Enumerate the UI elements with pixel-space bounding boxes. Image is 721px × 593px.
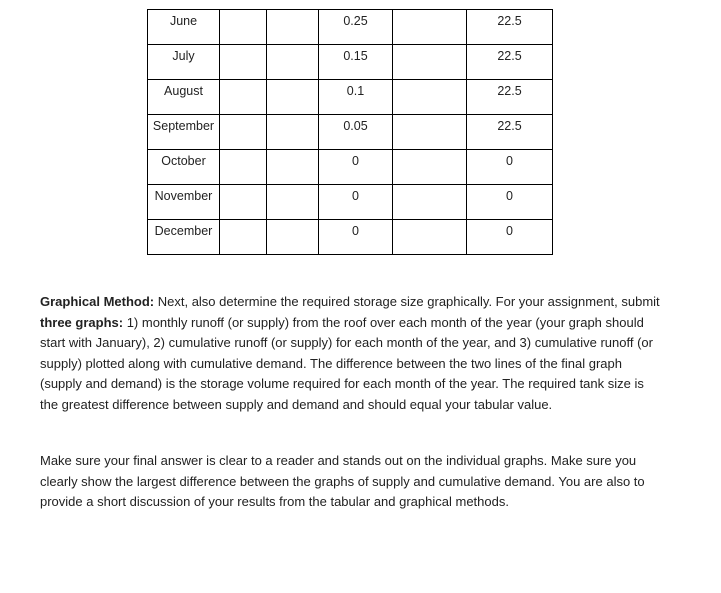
- empty-cell: [393, 45, 467, 80]
- table-row: [148, 115, 553, 150]
- value-cell-text: 22.5: [497, 119, 522, 133]
- month-cell-text: October: [161, 154, 206, 168]
- value-cell: [467, 45, 553, 80]
- value-cell: [467, 80, 553, 115]
- month-cell-text: September: [152, 119, 215, 133]
- empty-cell: [267, 45, 319, 80]
- value-cell: [467, 185, 553, 220]
- empty-cell: [220, 185, 267, 220]
- runoff-cell-text: 0.15: [343, 49, 368, 63]
- table-row: [148, 185, 553, 220]
- runoff-cell-text: 0.05: [343, 119, 368, 133]
- month-cell-text: November: [154, 189, 213, 203]
- runoff-cell: [319, 185, 393, 220]
- runoff-cell: [319, 80, 393, 115]
- empty-cell: [220, 115, 267, 150]
- month-cell-text: July: [172, 49, 195, 63]
- graphical-method-heading: Graphical Method:: [40, 294, 155, 309]
- empty-cell: [220, 150, 267, 185]
- month-cell: [148, 80, 220, 115]
- empty-cell: [393, 115, 467, 150]
- empty-cell: [220, 220, 267, 255]
- empty-cell: [220, 80, 267, 115]
- value-cell-text: 22.5: [497, 49, 522, 63]
- empty-cell: [220, 45, 267, 80]
- data-table: [147, 9, 553, 255]
- month-cell: [148, 150, 220, 185]
- month-cell-text: December: [154, 224, 213, 238]
- graphical-text-2: 1) monthly runoff (or supply) from the roof over each month of the year (your graph should start with January), 2) cumulative runoff (or supply) for each month of the year, and 3) cumulative runoff (or supply) plotted along with cumulative demand. The difference between the two lines of the final graph (supply and demand) is the storage volume required for each month of the year. The required tank size is the greatest difference between supply and demand and should equal your tabular value.: [40, 314, 653, 412]
- value-cell-text: 22.5: [497, 84, 522, 98]
- month-cell: [148, 185, 220, 220]
- value-cell: [467, 10, 553, 45]
- empty-cell: [393, 185, 467, 220]
- table-row: [148, 80, 553, 115]
- runoff-cell-text: 0.25: [343, 14, 368, 28]
- table-row: [148, 10, 553, 45]
- empty-cell: [393, 220, 467, 255]
- graphical-method-paragraph: [40, 292, 665, 416]
- value-cell-text: 22.5: [497, 14, 522, 28]
- value-cell: [467, 115, 553, 150]
- runoff-cell: [319, 150, 393, 185]
- empty-cell: [393, 80, 467, 115]
- empty-cell: [220, 10, 267, 45]
- table-row: [148, 45, 553, 80]
- runoff-cell-text: 0.1: [346, 84, 365, 98]
- empty-cell: [393, 150, 467, 185]
- month-cell: [148, 10, 220, 45]
- value-cell-text: 0: [506, 154, 513, 168]
- empty-cell: [267, 220, 319, 255]
- final-answer-paragraph: [40, 451, 665, 513]
- value-cell: [467, 150, 553, 185]
- three-graphs-label: three graphs:: [40, 314, 124, 330]
- empty-cell: [267, 185, 319, 220]
- runoff-cell-text: 0: [352, 224, 359, 238]
- final-answer-text: Make sure your final answer is clear to a reader and stands out on the individual graphs. Make sure you clearly show the largest difference between the graphs of supply and cumulative demand. You are also to provide a short discussion of your results from the tabular and graphical methods.: [40, 453, 645, 510]
- empty-cell: [267, 115, 319, 150]
- month-cell-text: August: [164, 84, 203, 98]
- empty-cell: [267, 80, 319, 115]
- empty-cell: [393, 10, 467, 45]
- runoff-cell: [319, 10, 393, 45]
- value-cell-text: 0: [506, 224, 513, 238]
- value-cell-text: 0: [506, 189, 513, 203]
- month-cell: [148, 115, 220, 150]
- runoff-cell: [319, 115, 393, 150]
- empty-cell: [267, 150, 319, 185]
- value-cell: [467, 220, 553, 255]
- table-row: [148, 150, 553, 185]
- graphical-text-1: Next, also determine the required storage size graphically. For your assignment, submit: [154, 294, 660, 309]
- empty-cell: [267, 10, 319, 45]
- table-row: [148, 220, 553, 255]
- runoff-cell: [319, 220, 393, 255]
- runoff-cell: [319, 45, 393, 80]
- runoff-cell-text: 0: [352, 189, 359, 203]
- runoff-cell-text: 0: [352, 154, 359, 168]
- month-cell-text: June: [169, 14, 198, 28]
- month-cell: [148, 45, 220, 80]
- month-cell: [148, 220, 220, 255]
